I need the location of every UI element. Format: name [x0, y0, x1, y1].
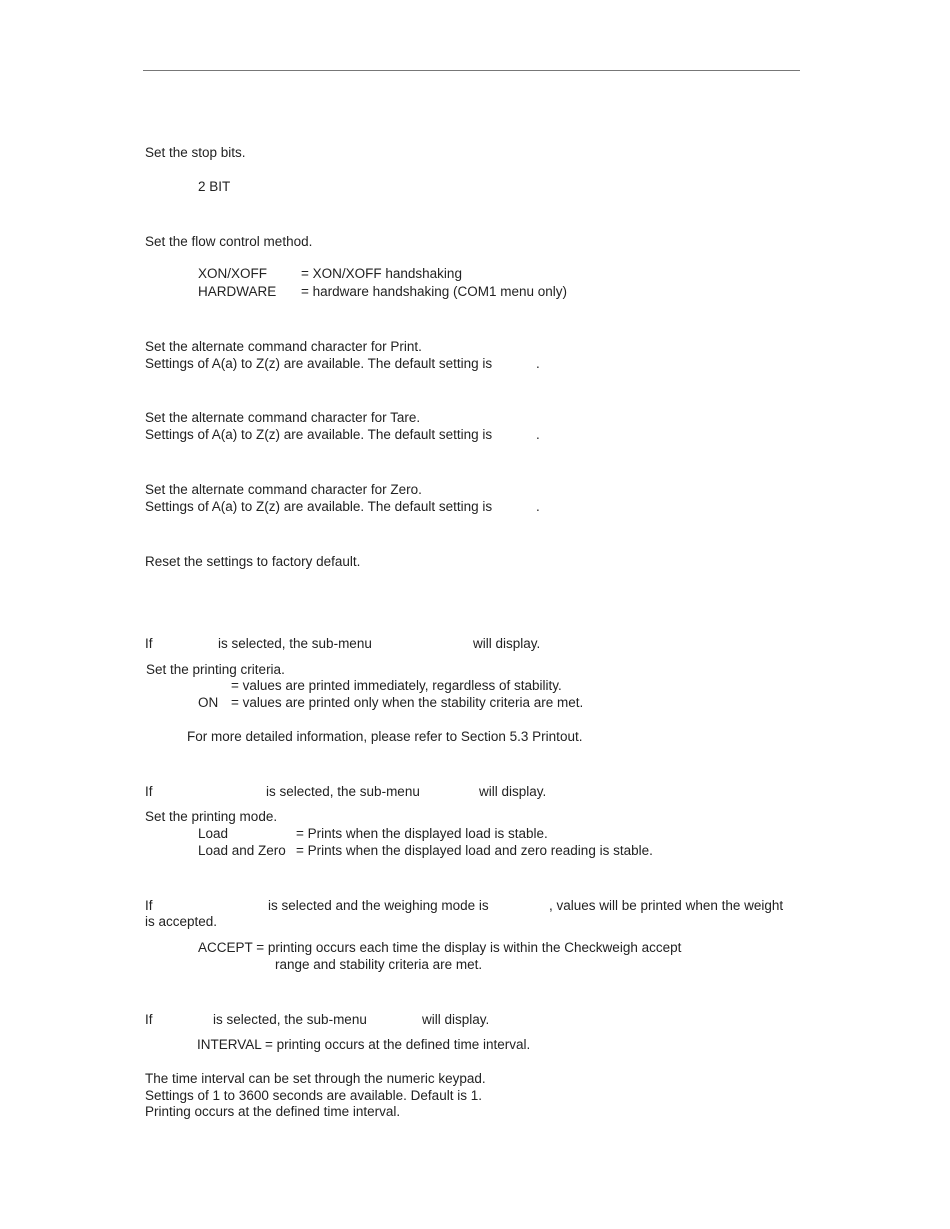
on-key: ON — [198, 695, 219, 710]
alt-print-description: Set the alternate command character for Print. — [145, 339, 422, 354]
alt-tare-description: Set the alternate command character for Tare. — [145, 410, 421, 425]
flow-option-desc: = hardware handshaking (COM1 menu only) — [301, 284, 568, 299]
flow-option-key: XON/XOFF — [198, 266, 268, 281]
auto-if: If — [145, 784, 153, 799]
interval-desc: INTERVAL = printing occurs at the defined time interval. — [197, 1037, 531, 1052]
accept-rest: , values will be printed when the weight — [549, 898, 784, 913]
printing-criteria: Set the printing criteria. — [146, 662, 285, 677]
accept-cont: is accepted. — [145, 914, 218, 929]
interval-settings: Settings of 1 to 3600 seconds are available. Default is 1. — [145, 1088, 482, 1103]
more-info: For more detailed information, please refer to Section 5.3 Printout. — [187, 729, 583, 744]
interval-display: will display. — [422, 1012, 490, 1027]
header-rule — [143, 70, 800, 71]
stable-display: will display. — [473, 636, 541, 651]
load-zero-desc: = Prints when the displayed load and zero reading is stable. — [296, 843, 653, 858]
auto-display: will display. — [479, 784, 547, 799]
load-key: Load — [198, 826, 229, 841]
reset-description: Reset the settings to factory default. — [145, 554, 361, 569]
interval-occurs: Printing occurs at the defined time interval. — [145, 1104, 401, 1119]
printing-mode: Set the printing mode. — [145, 809, 278, 824]
accept-if: If — [145, 898, 153, 913]
auto-selected: is selected, the sub-menu — [266, 784, 420, 799]
interval-selected: is selected, the sub-menu — [213, 1012, 367, 1027]
flow-option-desc: = XON/XOFF handshaking — [301, 266, 462, 281]
stable-if: If — [145, 636, 153, 651]
stop-bits-description: Set the stop bits. — [145, 145, 246, 160]
interval-keypad: The time interval can be set through the numeric keypad. — [145, 1071, 486, 1086]
accept-selected: is selected and the weighing mode is — [268, 898, 489, 913]
accept-line1: ACCEPT = printing occurs each time the display is within the Checkweigh accept — [198, 940, 682, 955]
load-desc: = Prints when the displayed load is stable. — [296, 826, 548, 841]
on-desc: = values are printed only when the stability criteria are met. — [231, 695, 584, 710]
flow-option-key: HARDWARE — [198, 284, 277, 299]
alt-tare-period: . — [536, 427, 540, 442]
interval-if: If — [145, 1012, 153, 1027]
flow-control-description: Set the flow control method. — [145, 234, 313, 249]
alt-print-settings: Settings of A(a) to Z(z) are available. The default setting is — [145, 356, 493, 371]
stop-bits-option: 2 BIT — [198, 179, 231, 194]
load-zero-key: Load and Zero — [198, 843, 286, 858]
alt-zero-description: Set the alternate command character for Zero. — [145, 482, 422, 497]
alt-zero-period: . — [536, 499, 540, 514]
accept-line2: range and stability criteria are met. — [275, 957, 483, 972]
alt-zero-settings: Settings of A(a) to Z(z) are available. The default setting is — [145, 499, 493, 514]
stable-selected: is selected, the sub-menu — [218, 636, 372, 651]
off-desc: = values are printed immediately, regardless of stability. — [231, 678, 562, 693]
alt-print-period: . — [536, 356, 540, 371]
alt-tare-settings: Settings of A(a) to Z(z) are available. The default setting is — [145, 427, 493, 442]
